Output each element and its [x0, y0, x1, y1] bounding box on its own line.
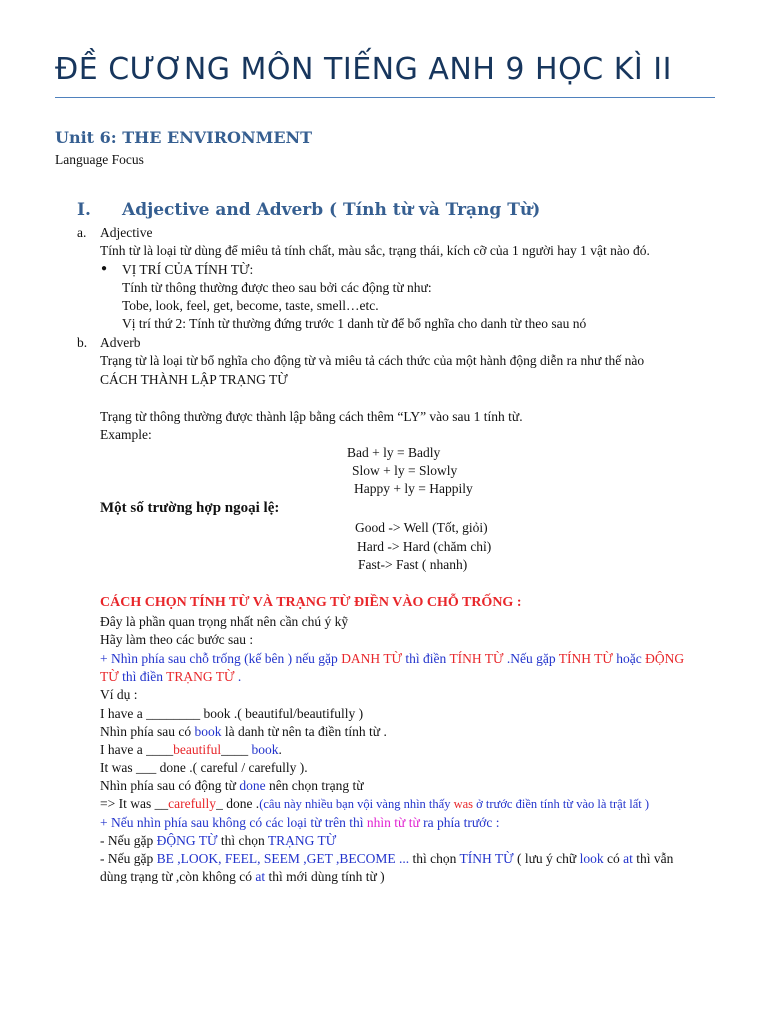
rule-line: [100, 851, 673, 867]
text-segment: thì chọn: [217, 833, 268, 848]
text-segment: ở trước điền tính từ vào là trật lất ): [473, 797, 650, 811]
text-segment: TRẠNG TỪ: [267, 833, 337, 848]
rule-line: [100, 815, 499, 831]
text-segment: TÍNH TỪ: [449, 651, 504, 666]
text-segment: at: [255, 869, 266, 884]
text-segment: ĐỘNG TỪ: [156, 833, 218, 848]
exception-item: Hard -> Hard (chăm chỉ): [357, 539, 492, 554]
text-segment: book: [194, 724, 222, 739]
text-segment: thì điền: [118, 669, 167, 684]
text-segment: Nhìn phía sau có động từ: [100, 778, 240, 793]
choosing-rule-line-2: [100, 669, 241, 685]
text-segment: - Nếu gặp: [100, 851, 157, 866]
text-segment: nhìn từ từ: [366, 815, 420, 830]
text-segment: TỪ: [100, 669, 119, 684]
text-segment: TÍNH TỪ: [558, 651, 613, 666]
text-segment: BE ,LOOK, FEEL, SEEM ,GET ,BECOME ...: [156, 851, 410, 866]
exception-item: Fast-> Fast ( nhanh): [358, 557, 468, 572]
adverb-formation-title: CÁCH THÀNH LẬP TRẠNG TỪ: [100, 372, 288, 387]
adverb-label: Adverb: [100, 335, 141, 350]
text-segment: look: [579, 851, 604, 866]
text-segment: => It was __: [100, 796, 169, 811]
adverb-definition: Trạng từ là loại từ bổ nghĩa cho động từ và miêu tả cách thức của một hành động diễn ra như thế nào: [100, 353, 645, 368]
text-segment: beautiful: [173, 742, 222, 757]
text-segment: .: [234, 669, 242, 684]
text-segment: done: [239, 778, 266, 793]
document-title: ĐỀ CƯƠNG MÔN TIẾNG ANH 9 HỌC KÌ II: [55, 52, 672, 87]
adjective-line-3: Vị trí thứ 2: Tính từ thường đứng trước 1 danh từ để bổ nghĩa cho danh từ theo sau nó: [122, 316, 587, 331]
example-label: Example:: [100, 427, 152, 442]
choosing-line-2: Hãy làm theo các bước sau :: [100, 632, 254, 647]
adjective-position-title: VỊ TRÍ CỦA TÍNH TỪ:: [122, 262, 254, 277]
explanation-line: [100, 724, 387, 740]
text-segment: TRẠNG TỪ: [166, 669, 235, 684]
text-segment: thì vẫn: [632, 851, 674, 866]
exception-item: Good -> Well (Tốt, giỏi): [355, 520, 488, 535]
text-segment: _ done .: [216, 796, 260, 811]
text-segment: + Nhìn phía sau chỗ trống (kế bên ) nếu gặp: [100, 651, 342, 666]
text-segment: thì điền: [402, 651, 450, 666]
text-segment: - Nếu gặp: [100, 833, 157, 848]
text-segment: Nhìn phía sau có: [100, 724, 195, 739]
text-segment: DANH TỪ: [341, 651, 403, 666]
unit-heading: Unit 6: THE ENVIRONMENT: [55, 128, 313, 147]
text-segment: ra phía trước :: [419, 815, 500, 830]
answer-line: [100, 796, 649, 812]
example-heading: Ví dụ :: [100, 687, 138, 702]
text-segment: + Nếu nhìn phía sau không có các loại từ trên thì: [100, 815, 367, 830]
text-segment: nên chọn trạng từ: [265, 778, 364, 793]
adjective-definition: Tính từ là loại từ dùng để miêu tả tính chất, màu sắc, trạng thái, kích cỡ của 1 người hay 1 vật nào đó.: [100, 243, 650, 258]
explanation-line: [100, 778, 364, 794]
adjective-line-2: Tobe, look, feel, get, become, taste, smell…etc.: [122, 298, 379, 313]
example-item: Happy + ly = Happily: [354, 481, 473, 496]
text-segment: book: [251, 742, 279, 757]
exercise-line: It was ___ done .( careful / carefully ).: [100, 760, 308, 775]
text-segment: .: [278, 742, 282, 757]
adjective-line-1: Tính từ thông thường được theo sau bởi các động từ như:: [122, 280, 432, 295]
example-item: Slow + ly = Slowly: [352, 463, 458, 478]
text-segment: thì mới dùng tính từ ): [265, 869, 385, 884]
adverb-formation-rule: Trạng từ thông thường được thành lập bằng cách thêm “LY” vào sau 1 tính từ.: [100, 409, 523, 424]
adjective-marker: a.: [77, 225, 87, 240]
exercise-line: I have a ________ book .( beautiful/beautifully ): [100, 706, 364, 721]
text-segment: was: [453, 797, 474, 811]
text-segment: có: [603, 851, 624, 866]
text-segment: at: [623, 851, 633, 866]
answer-line: [100, 742, 282, 758]
choosing-line-1: Đây là phần quan trọng nhất nên cần chú ý kỹ: [100, 614, 349, 629]
section-number: I.: [77, 200, 91, 220]
title-divider: [55, 97, 715, 98]
subheading: Language Focus: [55, 152, 144, 167]
adverb-marker: b.: [77, 335, 88, 350]
bullet-icon: ●: [101, 263, 108, 274]
section-title: Adjective and Adverb ( Tính từ và Trạng Từ): [122, 200, 541, 220]
text-segment: I have a ____: [100, 742, 174, 757]
rule-line: [100, 833, 336, 849]
example-item: Bad + ly = Badly: [347, 445, 441, 460]
exceptions-title: Một số trường hợp ngoại lệ:: [100, 500, 280, 516]
text-segment: TÍNH TỪ: [459, 851, 514, 866]
text-segment: ĐỘNG: [645, 651, 685, 666]
text-segment: hoặc: [612, 651, 646, 666]
rule-line: [100, 869, 385, 885]
text-segment: (câu này nhiều bạn vội vàng nhìn thấy: [259, 797, 454, 811]
text-segment: ( lưu ý chữ: [513, 851, 580, 866]
text-segment: ____: [221, 742, 252, 757]
text-segment: carefully: [168, 796, 217, 811]
text-segment: thì chọn: [409, 851, 460, 866]
text-segment: dùng trạng từ ,còn không có: [100, 869, 256, 884]
adjective-label: Adjective: [100, 225, 153, 240]
choosing-rule-line-1: [100, 651, 684, 667]
text-segment: là danh từ nên ta điền tính từ .: [221, 724, 387, 739]
choosing-title: CÁCH CHỌN TÍNH TỪ VÀ TRẠNG TỪ ĐIỀN VÀO CHỖ TRỐNG :: [100, 595, 522, 610]
text-segment: .Nếu gặp: [503, 651, 559, 666]
